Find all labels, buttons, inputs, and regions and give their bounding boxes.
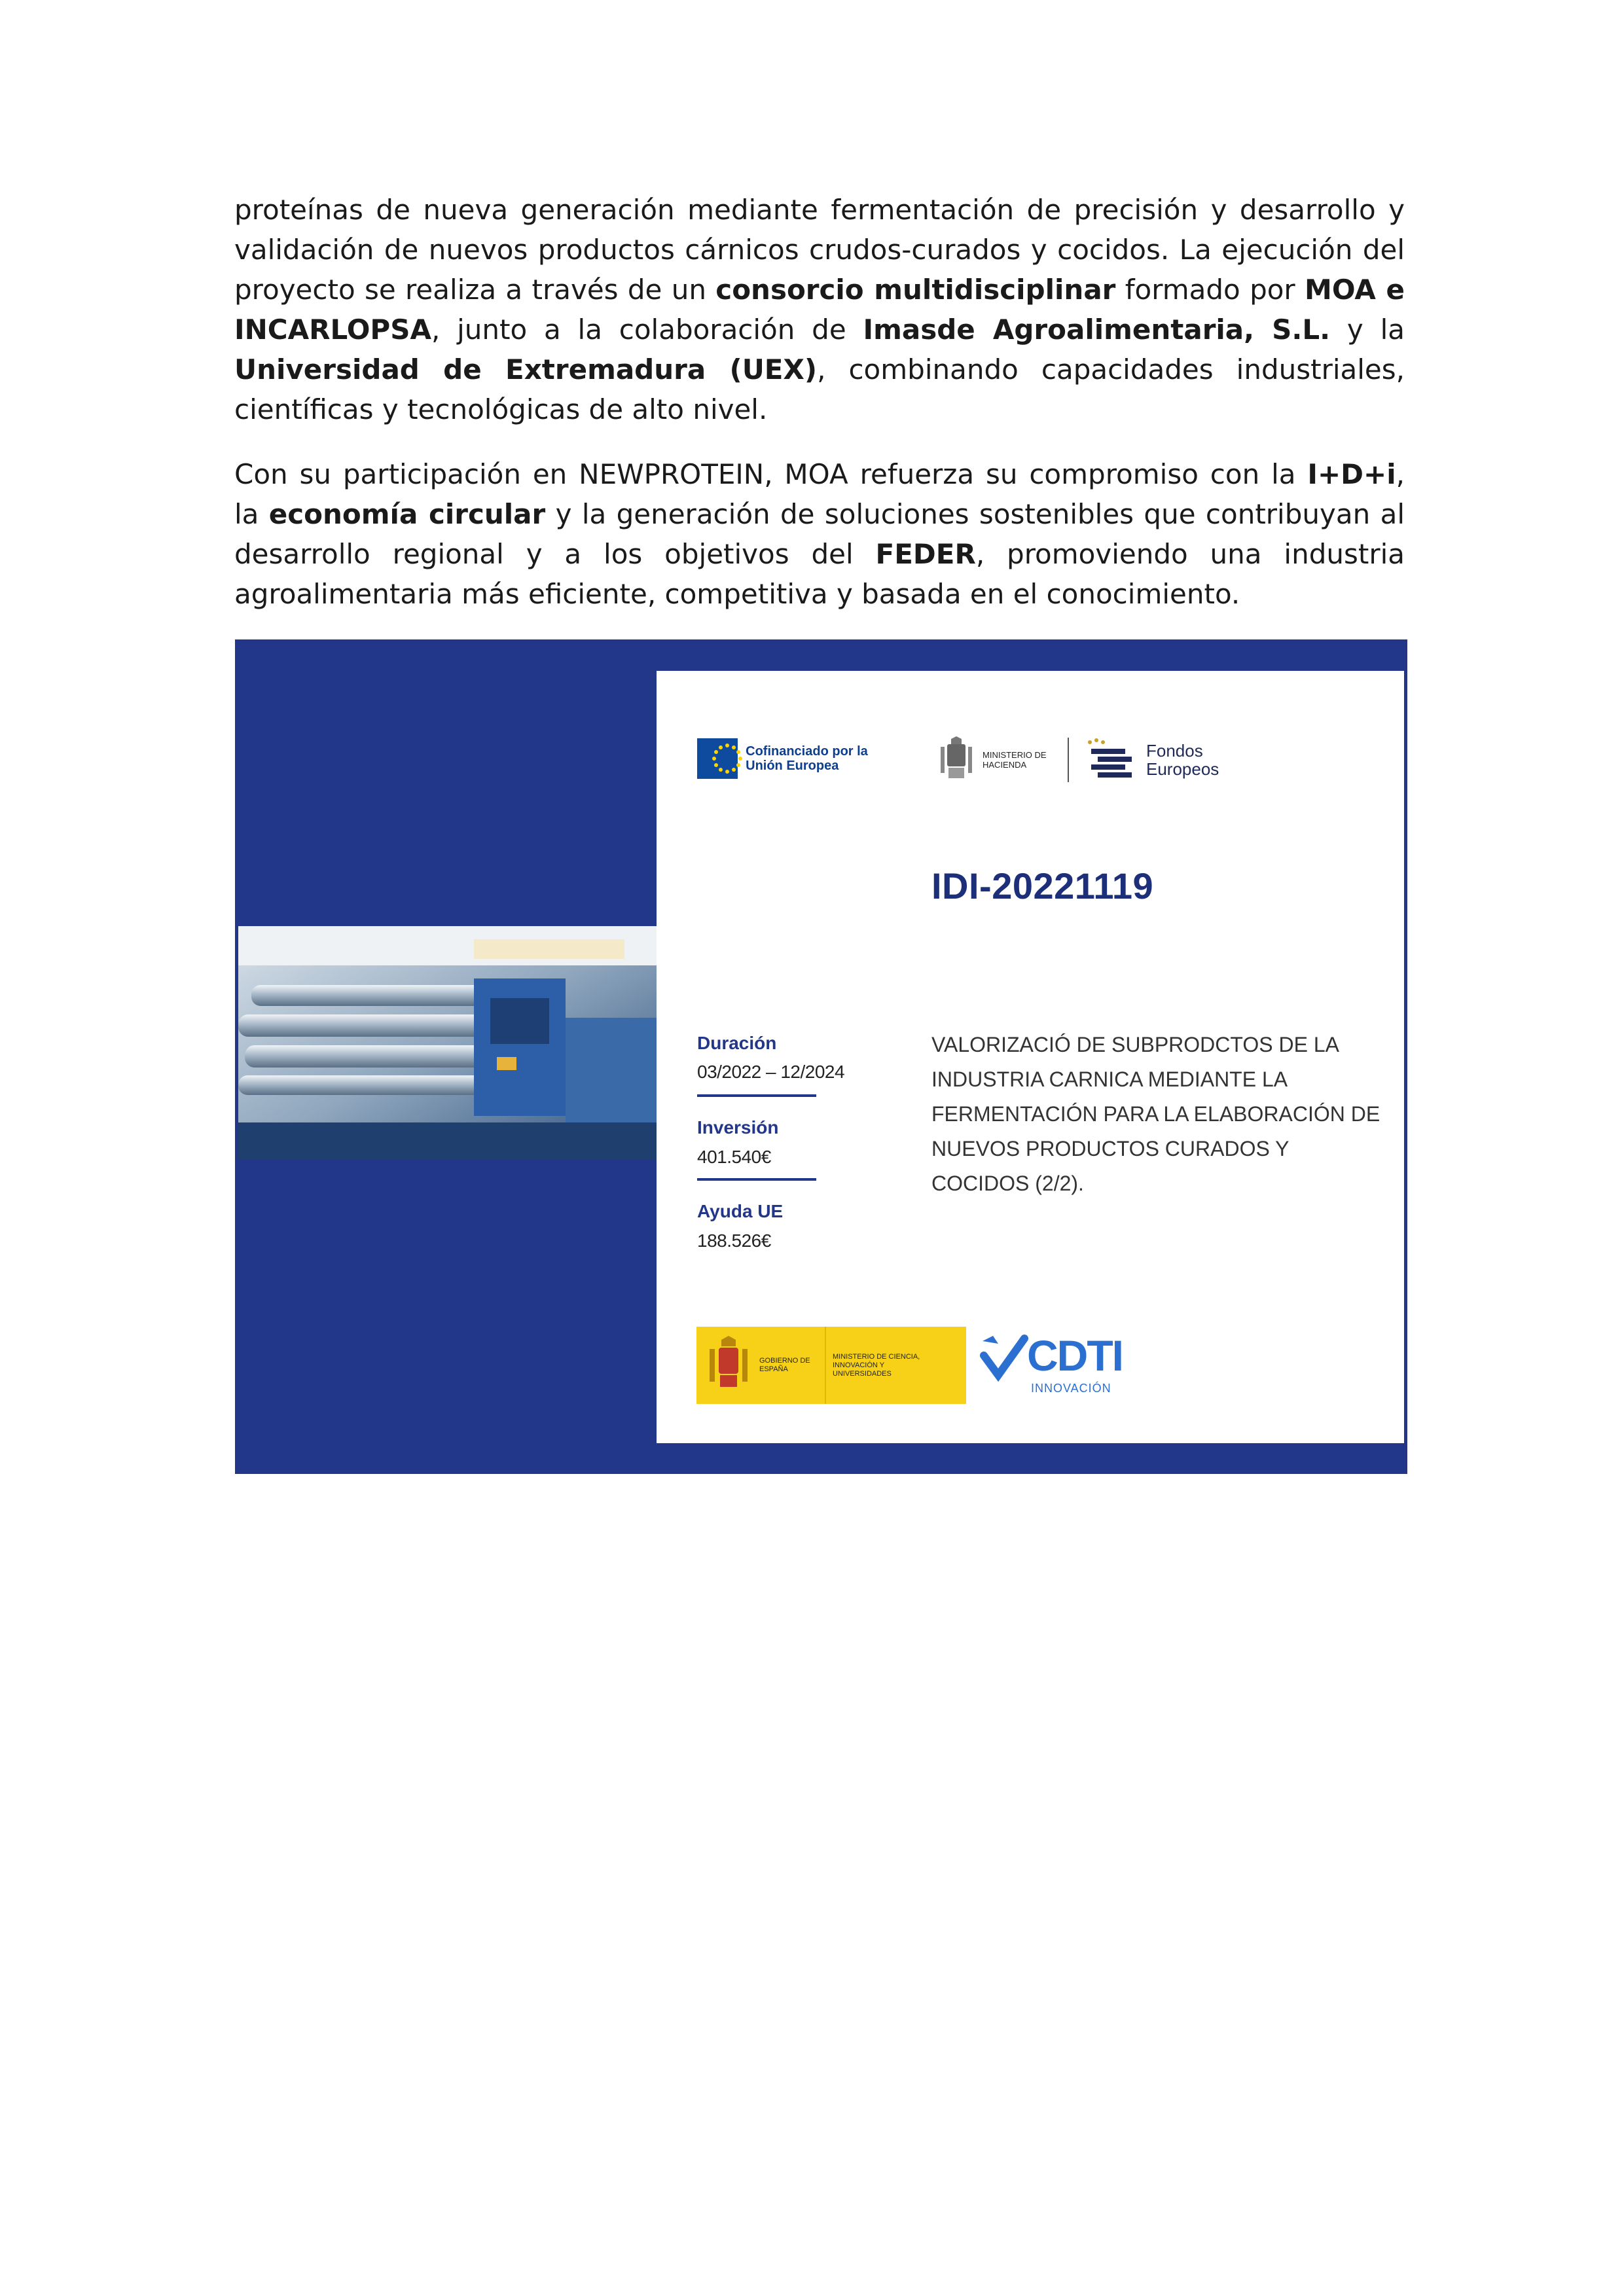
poster-card [657,671,1404,1443]
divider-rule [697,1094,816,1097]
text-run: , combinando capacidades industriales, científicas y tecnológicas de alto nivel. [234,353,1405,425]
inversion-label: Inversión [697,1117,779,1138]
fondos-europeos-text: Fondos Europeos [1146,741,1219,779]
text-run: Con su participación en NEWPROTEIN, MOA refuerza su compromiso con la [234,458,1308,490]
ministerio-hacienda-logo [935,734,1236,786]
fondos-europeos-icon [1082,737,1138,783]
text-run: , promoviendo una industria agroalimentaria más eficiente, competitiva y basada en el conocimiento. [234,538,1405,610]
logo-divider [1068,738,1069,782]
bold-run: consorcio multidisciplinar [715,274,1116,306]
eu-cofinanced-logo [697,737,893,780]
text-run: , la [234,458,1405,530]
body-paragraph-1 [234,190,1405,429]
text-run: y la [1330,314,1405,346]
divider-rule [697,1178,816,1181]
project-title: VALORIZACIÓ DE SUBPRODCTOS DE LA INDUSTRIA CARNICA MEDIANTE LA FERMENTACIÓN PARA LA ELABORACIÓN DE NUEVOS PRODUCTOS CURADOS Y COCIDOS (2/2). [931,1033,1380,1195]
bold-run: MOA e INCARLOPSA [234,274,1405,346]
poster-top-stripe [657,639,1407,671]
eu-flag-icon [697,738,738,779]
ministerio-ciencia-text: MINISTERIO DE CIENCIA, INNOVACIÓN Y UNIVERSIDADES [833,1352,920,1378]
bold-run: FEDER [875,538,976,570]
spanish-coat-of-arms-icon [935,736,977,783]
project-poster [235,639,1407,1474]
eu-logo-text: Cofinanciado por la Unión Europea [746,744,868,773]
text-run: proteínas de nueva generación mediante fermentación de precisión y desarrollo y validación de nuevos productos cárnicos crudos-curados y cocidos. La ejecución del proyecto se realiza a través de un [234,194,1405,306]
ministerio-hacienda-text: MINISTERIO DE HACIENDA [983,750,1047,770]
cdti-check-icon [979,1333,1031,1392]
ayuda-label: Ayuda UE [697,1201,784,1221]
cdti-subtitle: INNOVACIÓN [1031,1382,1111,1395]
inversion-value: 401.540€ [697,1147,771,1167]
gobierno-espana-text: GOBIERNO DE ESPAÑA [759,1357,810,1373]
text-run: formado por [1115,274,1305,306]
logo-divider [825,1327,826,1404]
text-run: , junto a la colaboración de [431,314,863,346]
cdti-wordmark: CDTI [1027,1331,1123,1380]
duracion-value: 03/2022 – 12/2024 [697,1062,845,1082]
gobierno-espana-logo [696,1327,966,1404]
text-run: y la generación de soluciones sostenibles que contribuyan al desarrollo regional y a los objetivos del [234,498,1405,570]
factory-photo [238,926,657,1160]
body-paragraph-2 [234,454,1405,614]
spanish-coat-of-arms-icon [706,1336,751,1395]
bold-run: economía circular [268,498,546,530]
bold-run: I+D+i [1307,458,1396,490]
bold-run: Universidad de Extremadura (UEX) [234,353,818,386]
cdti-logo [979,1327,1123,1404]
project-code: IDI-20221119 [931,865,1154,906]
duracion-label: Duración [697,1033,777,1053]
ayuda-value: 188.526€ [697,1230,771,1251]
bold-run: Imasde Agroalimentaria, S.L. [863,314,1331,346]
